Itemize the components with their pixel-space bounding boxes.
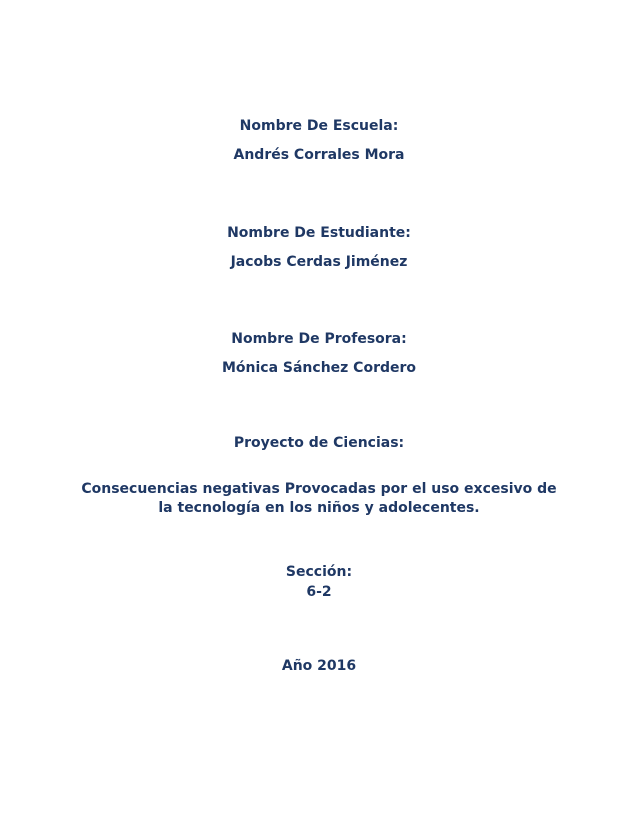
teacher-name-value: Mónica Sánchez Cordero [221, 360, 417, 376]
project-title-line-1: Consecuencias negativas Provocadas por el uso excesivo de [81, 481, 557, 497]
project-title-line-2: la tecnología en los niños y adolecentes. [158, 500, 480, 516]
school-name-value: Andrés Corrales Mora [233, 147, 405, 163]
teacher-name-label: Nombre De Profesora: [231, 331, 407, 347]
year-text: Año 2016 [281, 658, 357, 674]
project-label: Proyecto de Ciencias: [233, 435, 405, 451]
section-label: Sección: [285, 564, 353, 580]
student-name-value: Jacobs Cerdas Jiménez [230, 254, 408, 270]
student-name-label: Nombre De Estudiante: [227, 225, 411, 241]
school-name-label: Nombre De Escuela: [239, 118, 399, 134]
section-value: 6-2 [306, 584, 332, 600]
